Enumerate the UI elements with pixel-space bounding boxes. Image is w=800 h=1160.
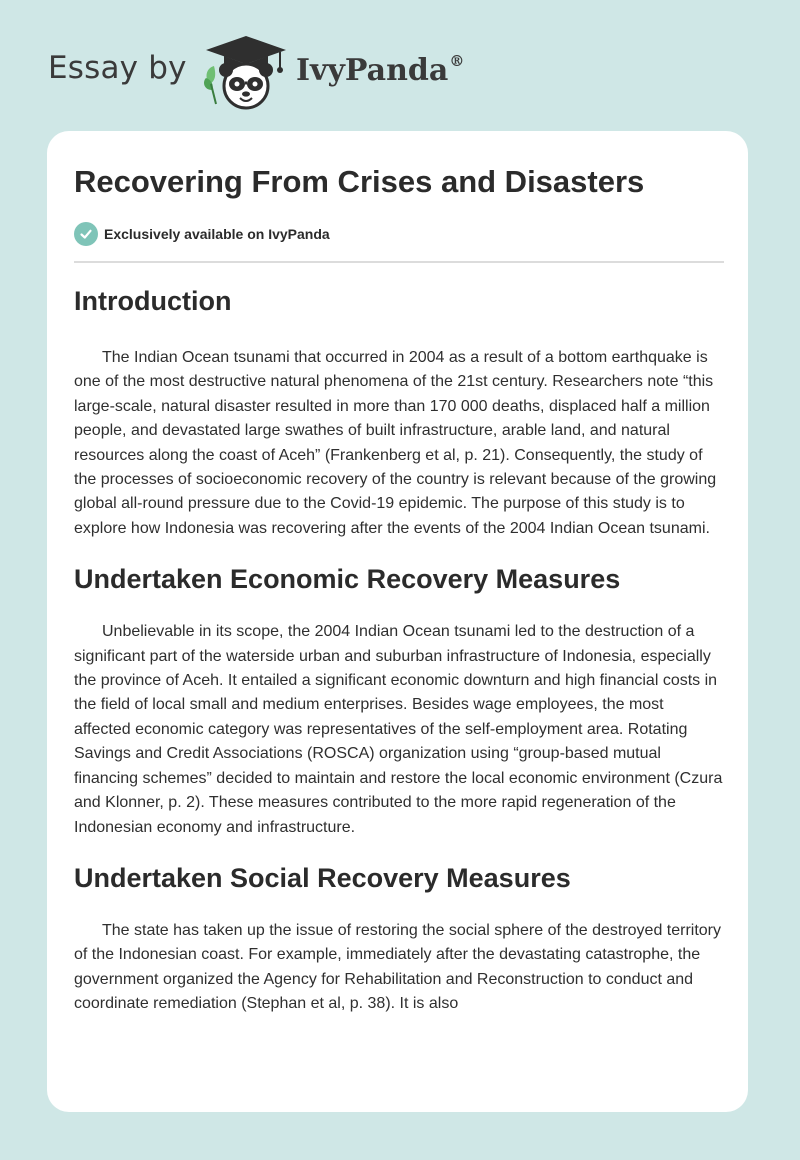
brand-logo-text[interactable] [296, 52, 464, 88]
essay-body [74, 283, 724, 1017]
section-heading-economic: Undertaken Economic Recovery Measures [74, 564, 621, 595]
panda-logo-icon [200, 34, 292, 110]
checkmark-icon [74, 222, 98, 246]
section-heading-introduction: Introduction [74, 286, 232, 316]
brand-name: IvyPanda [296, 53, 449, 88]
exclusive-badge [74, 222, 330, 246]
essay-by-label: Essay by [48, 50, 187, 86]
registered-mark: ® [449, 52, 465, 70]
essay-card [47, 131, 748, 1112]
exclusive-badge-text: Exclusively available on IvyPanda [104, 226, 330, 242]
essay-title: Recovering From Crises and Disasters [74, 164, 645, 199]
section-paragraph-social: The state has taken up the issue of restoring the social sphere of the destroyed territory of the Indonesian coast. For example, immediately after the devastating catastrophe, the government organized the Agency for Rehabilitation and Reconstruction to conduct and coordinate remediation (Stephan et al, p. 38). It is also [74, 921, 722, 1013]
section-paragraph-introduction: The Indian Ocean tsunami that occurred in 2004 as a result of a bottom earthquake is one of the most destructive natural phenomena of the 21st century. Researchers note “this large-scale, natural disaster resulted in more than 170 000 deaths, displaced half a million people, and devastated large swathes of built infrastructure, arable land, and natural resources along the coast of Aceh” (Frankenberg et al, p. 21). Consequently, the study of the processes of socioeconomic recovery of the country is relevant because of the growing global all-round pressure due to the Covid-19 epidemic. The purpose of this study is to explore how Indonesia was recovering after the events of the 2004 Indian Ocean tsunami. [74, 349, 717, 537]
section-heading-social: Undertaken Social Recovery Measures [74, 862, 571, 893]
title-divider [74, 261, 724, 263]
section-paragraph-economic: Unbelievable in its scope, the 2004 Indian Ocean tsunami led to the destruction of a significant part of the waterside urban and suburban infrastructure of Indonesia, especially the province of Aceh. It entailed a significant economic downturn and high financial costs in the field of local small and medium enterprises. Besides wage employees, the most affected economic category was representatives of the self-employment area. Rotating Savings and Credit Associations (ROSCA) organization using “group-based mutual financing schemes” decided to maintain and restore the local economic environment (Czura and Klonner, p. 2). These measures contributed to the more rapid regeneration of the Indonesian economy and infrastructure. [74, 623, 723, 836]
site-header [0, 0, 800, 128]
